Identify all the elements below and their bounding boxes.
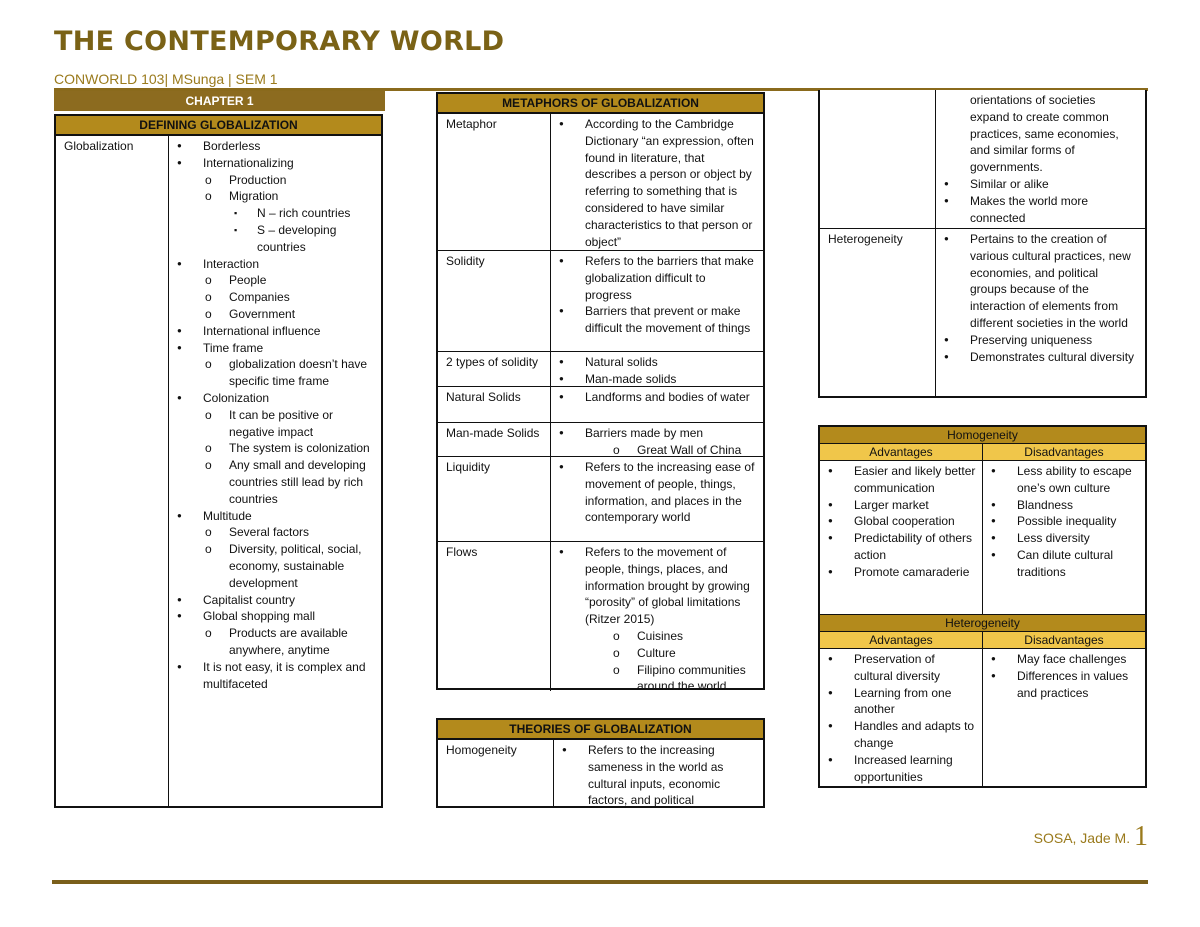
list-item: ● It is not easy, it is complex and multifaceted <box>175 659 373 693</box>
list-item: ● Natural solids <box>557 354 755 371</box>
page-number: 1 <box>1134 821 1148 852</box>
term-cell: Globalization <box>56 136 169 806</box>
term-cell: Solidity <box>438 251 551 351</box>
table-row <box>438 541 763 694</box>
list-item: o Products are available anywhere, anytime <box>203 625 373 659</box>
list-item: o Great Wall of China <box>611 442 755 459</box>
list-item: o Several factors <box>203 524 373 541</box>
continued-text: orientations of societies expand to create common practices, same economies, and similar forms of governments. <box>970 93 1119 175</box>
desc-cell <box>936 90 1145 228</box>
term-cell <box>820 90 936 228</box>
desc-cell <box>551 542 763 694</box>
desc-cell <box>551 457 763 541</box>
list-item: o Filipino communities around the world <box>611 662 755 696</box>
list-item: ● According to the Cambridge Dictionary “an expression, often found in literature, that describes a person or object by referring to something that is considered to have similar characteristics to that person or object” <box>557 116 755 250</box>
list-item: ● Handles and adapts to change <box>826 718 976 752</box>
table-header: DEFINING GLOBALIZATION <box>56 116 381 136</box>
term-cell: Natural Solids <box>438 387 551 422</box>
list-item: o Migration ▪ N – rich countries ▪ S – developing countries <box>203 188 373 255</box>
heterogeneity-band: Heterogeneity <box>820 615 1145 632</box>
list-item: ● Increased learning opportunities <box>826 752 976 786</box>
desc-cell <box>169 136 381 806</box>
list-item: ● Possible inequality <box>989 513 1139 530</box>
term-cell: Liquidity <box>438 457 551 541</box>
table-row <box>438 351 763 386</box>
bottom-divider <box>52 880 1148 884</box>
list-item: o The system is colonization <box>203 440 373 457</box>
list-item: ● International influence <box>175 323 373 340</box>
page-title: THE CONTEMPORARY WORLD <box>54 26 505 57</box>
adv-col <box>820 461 983 614</box>
advantages-label: Advantages <box>820 444 983 460</box>
list-item: o It can be positive or negative impact <box>203 407 373 441</box>
term-cell: Flows <box>438 542 551 691</box>
footer <box>1033 821 1148 852</box>
list-item: ● Capitalist country <box>175 592 373 609</box>
advantages-table <box>818 425 1147 788</box>
table-row <box>438 740 763 806</box>
disadv-col <box>983 461 1145 614</box>
term-cell: Homogeneity <box>438 740 554 806</box>
list-item: ● Differences in values and practices <box>989 668 1139 702</box>
list-item: ● Barriers made by men o Great Wall of China <box>557 425 755 459</box>
list-item: ● Borderless <box>175 138 373 155</box>
table-row <box>56 136 381 806</box>
list-item: ● Landforms and bodies of water <box>557 389 755 406</box>
list-item: ● Predictability of others action <box>826 530 976 564</box>
list-item: o globalization doesn’t have specific time frame <box>203 356 373 390</box>
term-cell: 2 types of solidity <box>438 352 551 386</box>
list-item: ● Time frame o globalization doesn’t have specific time frame <box>175 340 373 390</box>
disadv-col <box>983 649 1145 786</box>
desc-cell <box>551 423 763 456</box>
table-row <box>820 228 1145 396</box>
metaphors-table <box>436 92 765 694</box>
desc-cell <box>554 740 763 806</box>
table-row <box>820 90 1145 228</box>
list-item: ● Demonstrates cultural diversity <box>942 349 1137 366</box>
chapter-label: CHAPTER 1 <box>54 91 385 111</box>
table-row <box>438 250 763 351</box>
sub-header <box>820 444 1145 461</box>
list-item: o Cuisines <box>611 628 755 645</box>
list-item: o Government <box>203 306 373 323</box>
homogeneity-band: Homogeneity <box>820 427 1145 444</box>
list-item: ● Pertains to the creation of various cultural practices, new economies, and political groups because of the interaction of elements from different societies in the world <box>942 231 1137 332</box>
list-item: ● Refers to the barriers that make globalization difficult to progress <box>557 253 755 303</box>
list-item: ● Similar or alike <box>942 176 1137 193</box>
list-item: ● Global shopping mall o Products are available anywhere, anytime <box>175 608 373 658</box>
disadvantages-label: Disadvantages <box>1024 445 1104 459</box>
list-item: ● Less ability to escape one’s own culture <box>989 463 1139 497</box>
table-row <box>438 422 763 456</box>
list-item: ● Can dilute cultural traditions <box>989 547 1139 581</box>
desc-cell <box>936 229 1145 396</box>
list-item: ● Colonization o It can be positive or negative impact o The system is colonization o Any small and developing countries still lead by rich countries <box>175 390 373 508</box>
page-subtitle: CONWORLD 103| MSunga | SEM 1 <box>54 71 278 87</box>
table-header: METAPHORS OF GLOBALIZATION <box>438 94 763 114</box>
list-item: ● Promote camaraderie <box>826 564 976 581</box>
list-item: ● Easier and likely better communication <box>826 463 976 497</box>
list-item: ● Blandness <box>989 497 1139 514</box>
homogeneity-body <box>820 461 1145 615</box>
adv-col <box>820 649 983 786</box>
list-item: ▪ S – developing countries <box>231 222 373 256</box>
term-cell: Metaphor <box>438 114 551 250</box>
desc-cell <box>551 251 763 351</box>
list-item: ● Refers to the movement of people, things, places, and information brought by growing “porosity” of global limitations (Ritzer 2015) o Cuisines o Culture o Filipino communities around the world <box>557 544 755 695</box>
list-item: ● Refers to the increasing sameness in the world as cultural inputs, economic factors, and political <box>560 742 755 809</box>
advantages-label: Advantages <box>820 632 983 648</box>
list-item: ● Global cooperation <box>826 513 976 530</box>
list-item: o Production <box>203 172 373 189</box>
list-item: o Culture <box>611 645 755 662</box>
table-row <box>438 456 763 541</box>
list-item: ● Refers to the increasing ease of movement of people, things, information, and places in the contemporary world <box>557 459 755 526</box>
list-item: ● Larger market <box>826 497 976 514</box>
list-item: ● Multitude o Several factors o Diversity, political, social, economy, sustainable development <box>175 508 373 592</box>
table-row <box>438 386 763 422</box>
table-row <box>438 114 763 250</box>
list-item: ● Preserving uniqueness <box>942 332 1137 349</box>
list-item: ▪ N – rich countries <box>231 205 373 222</box>
theories-table <box>436 718 765 808</box>
list-item: o Diversity, political, social, economy, sustainable development <box>203 541 373 591</box>
list-item: ● Man-made solids <box>557 371 755 388</box>
list-item: ● Learning from one another <box>826 685 976 719</box>
list-item: o Companies <box>203 289 373 306</box>
desc-cell <box>551 387 763 422</box>
list-item: o People <box>203 272 373 289</box>
disadvantages-label: Disadvantages <box>1024 633 1104 647</box>
author-name: SOSA, Jade M. <box>1033 830 1131 846</box>
list-item: o Any small and developing countries still lead by rich countries <box>203 457 373 507</box>
list-item: ● Internationalizing o Production o Migration ▪ N – rich countries ▪ S – developing countries <box>175 155 373 256</box>
term-cell: Heterogeneity <box>820 229 936 396</box>
sub-header <box>820 632 1145 649</box>
desc-cell <box>551 114 763 250</box>
list-item: ● Less diversity <box>989 530 1139 547</box>
list-item: ● Makes the world more connected <box>942 193 1137 227</box>
theories-continued-table <box>818 90 1147 398</box>
table-header: THEORIES OF GLOBALIZATION <box>438 720 763 740</box>
heterogeneity-body <box>820 649 1145 786</box>
list-item: ● Interaction o People o Companies o Government <box>175 256 373 323</box>
defining-globalization-table <box>54 114 383 808</box>
list-item: ● Barriers that prevent or make difficult the movement of things <box>557 303 755 337</box>
desc-cell <box>551 352 763 386</box>
list-item: ● Preservation of cultural diversity <box>826 651 976 685</box>
list-item: ● May face challenges <box>989 651 1139 668</box>
term-cell: Man-made Solids <box>438 423 551 456</box>
